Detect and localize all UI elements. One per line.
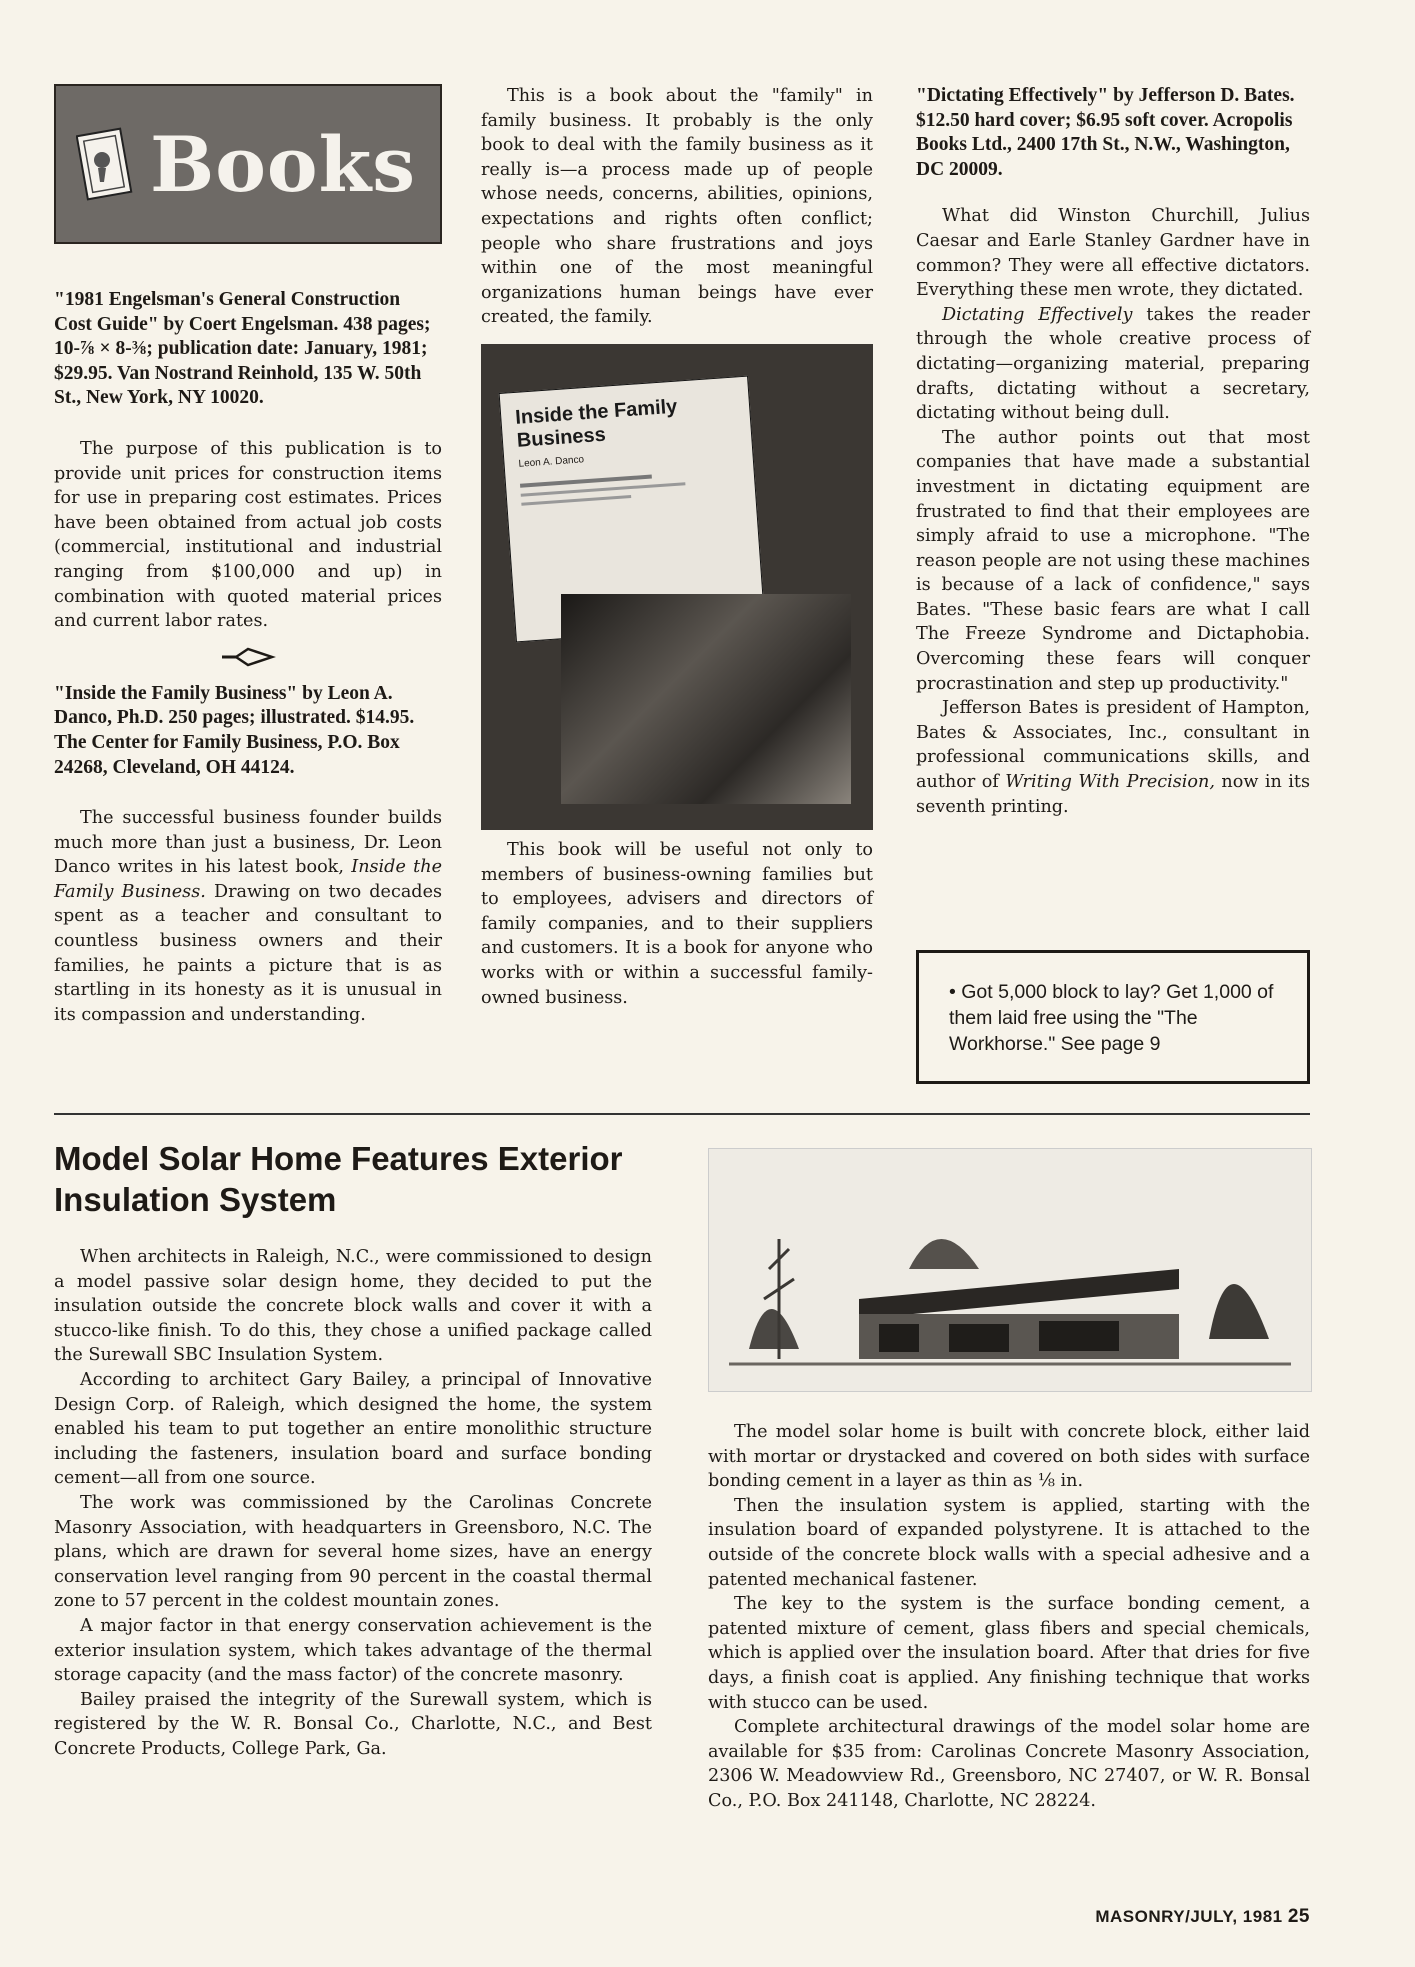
review3-p2-rest: takes the reader through the whole creative process of dictating—organizing material, preparing drafts, dictating without a secretary, dictating without being dull. <box>916 304 1310 424</box>
review2-p1-end: Drawing on two decades spent as a teacher and consultant to countless business owners and their families, he paints a picture that is as startling in its honesty as it is unusual in its compassion and understanding. <box>54 881 443 1025</box>
review2-heading: "Inside the Family Business" by Leon A. Danco, Ph.D. 250 pages; illustrated. $14.95. The Center for Family Business, P.O. Box 24268, Cleveland, OH 44124. <box>54 682 415 778</box>
article-right-paragraphs <box>708 1420 1310 1814</box>
review2-p1-start: The successful business founder builds much more than just a business, Dr. Leon Danco writes in his latest book, <box>54 808 442 878</box>
page-number: 25 <box>1287 1906 1310 1927</box>
book-cover-author: Leon A. Danco <box>518 454 585 470</box>
article-right-column <box>708 1420 1310 1814</box>
review3-para2 <box>916 303 1310 426</box>
right-column <box>916 84 1310 819</box>
callout-text: • Got 5,000 block to lay? Get 1,000 of them laid free using the "The Workhorse." See page 9 <box>949 981 1274 1055</box>
article-paragraph: Bailey praised the integrity of the Surewall system, which is registered by the W. R. Bonsal Co., Charlotte, N.C., and Best Concrete Products, College Park, Ga. <box>54 1689 652 1759</box>
article-paragraph: The key to the system is the surface bonding cement, a patented mixture of cement, glass fibers and special chemicals, which is applied over the insulation board. After that dries for five days, a finish coat is applied. Any finishing technique that works with stucco can be used. <box>708 1594 1310 1713</box>
review3-p4-start: Jefferson Bates is president of Hampton, Bates & Associates, Inc., consultant in professional communications skills, and author of <box>916 698 1310 793</box>
article-paragraph: Then the insulation system is applied, starting with the insulation board of expanded polystyrene. It is attached to the outside of the concrete block walls with a special adhesive and a patented mechanical fastener. <box>708 1495 1310 1590</box>
banner-title: Books <box>150 119 417 209</box>
middle-column <box>481 84 873 1010</box>
book-cover-title: Inside the Family Business <box>514 395 678 452</box>
review3-p4-end: now in its seventh printing. <box>916 772 1311 817</box>
article-paragraph: Complete architectural drawings of the model solar home are available for $35 from: Carolinas Concrete Masonry Association, 2306 W. Meadowview Rd., Greensboro, NC 27407, or W. R. Bonsal Co., P.O. Box 241148, Charlotte, NC 28224. <box>708 1717 1310 1811</box>
review3-heading: "Dictating Effectively" by Jefferson D. Bates. $12.50 hard cover; $6.95 soft cover. Acropolis Books Ltd., 2400 17th St., N.W., Washington, DC 20009. <box>916 85 1295 180</box>
article-paragraph: When architects in Raleigh, N.C., were commissioned to design a model passive solar design home, they decided to put the insulation outside the concrete block walls and cover it with a stucco-like finish. To do this, they chose a unified package called the Surewall SBC Insulation System. <box>54 1247 652 1366</box>
left-column <box>54 288 442 1027</box>
review3-p2-title: Dictating Effectively <box>942 304 1133 325</box>
solar-home-illustration <box>708 1148 1312 1392</box>
review2-para3: This book will be useful not only to members of business-owning families but to employees, advisers and directors of family companies, and to their suppliers and customers. It is a book for anyone who works with or within a successful family-owned business. <box>481 839 873 1008</box>
article-left-column <box>54 1245 652 1761</box>
books-banner <box>54 84 442 244</box>
review3-para4 <box>916 696 1310 819</box>
callout-box <box>916 950 1310 1084</box>
section-divider <box>54 1113 1310 1115</box>
page-footer <box>1095 1906 1310 1928</box>
article-paragraph: A major factor in that energy conservation achievement is the exterior insulation system, which takes advantage of the thermal storage capacity (and the mass factor) of the concrete masonry. <box>54 1615 652 1686</box>
article-paragraph: The model solar home is built with concrete block, either laid with mortar or drystacked and covered on both sides with surface bonding cement in a layer as thin as ⅛ in. <box>708 1422 1310 1492</box>
solar-home-drawing <box>709 1149 1311 1391</box>
review3-para3: The author points out that most companies that have made a substantial investment in dictating equipment are frustrated to find that their employees are simply afraid to use a microphone. "The reason people are not using these machines is because of a lack of confidence," says Bates. "These basic fears are what I call The Freeze Syndrome and Dictaphobia. Overcoming these fears will conquer procrastination and step up productivity." <box>916 427 1310 694</box>
article-paragraph: According to architect Gary Bailey, a principal of Innovative Design Corp. of Raleigh, which designed the home, the system enabled his team to put together an entire monolithic structure including the fasteners, insulation board and surface bonding cement—all from one source. <box>54 1369 652 1489</box>
review3-p4-title: Writing With Precision, <box>1005 772 1215 793</box>
book-cover-photo <box>481 344 873 830</box>
review2-p1-title: Inside the Family Business. <box>54 857 442 902</box>
review3-para1: What did Winston Churchill, Julius Caesar and Earle Stanley Gardner have in common? They were all effective dictators. Everything these men wrote, they dictated. <box>916 206 1310 301</box>
review2-para1 <box>54 806 442 1027</box>
footer-label: MASONRY/JULY, 1981 <box>1095 1907 1283 1926</box>
article-left-paragraphs <box>54 1245 652 1761</box>
review1-heading: "1981 Engelsman's General Construction Cost Guide" by Coert Engelsman. 438 pages; 10-⅞ × 8-⅜; publication date: January, 1981; $29.95. Van Nostrand Reinhold, 135 W. 50th St., New York, NY 10020. <box>54 289 431 409</box>
separator-ornament <box>54 646 442 672</box>
review1-body: The purpose of this publication is to provide unit prices for construction items for use in preparing cost estimates. Prices have been obtained from actual job costs (commercial, institutional and industrial ranging from $100,000 and up) in combination with quoted material prices and current labor rates. <box>54 438 442 632</box>
article-paragraph: The work was commissioned by the Carolinas Concrete Masonry Association, with headquarters in Greensboro, N.C. The plans, which are drawn for several home sizes, have an energy conservation level ranging from 90 percent in the coastal thermal zone to 57 percent in the coldest mountain zones. <box>54 1492 652 1612</box>
article-headline: Model Solar Home Features Exterior Insulation System <box>54 1140 623 1218</box>
book-icon <box>76 124 136 204</box>
review2-para2: This is a book about the "family" in family business. It probably is the only book to deal with the family business as it really is—a process made up of people whose needs, concerns, abilities, opinions, expectations and rights often conflict; people who share frustrations and joys within one of the most meaningful organizations human beings have ever created, the family. <box>481 86 873 328</box>
photo-montage <box>561 594 851 804</box>
